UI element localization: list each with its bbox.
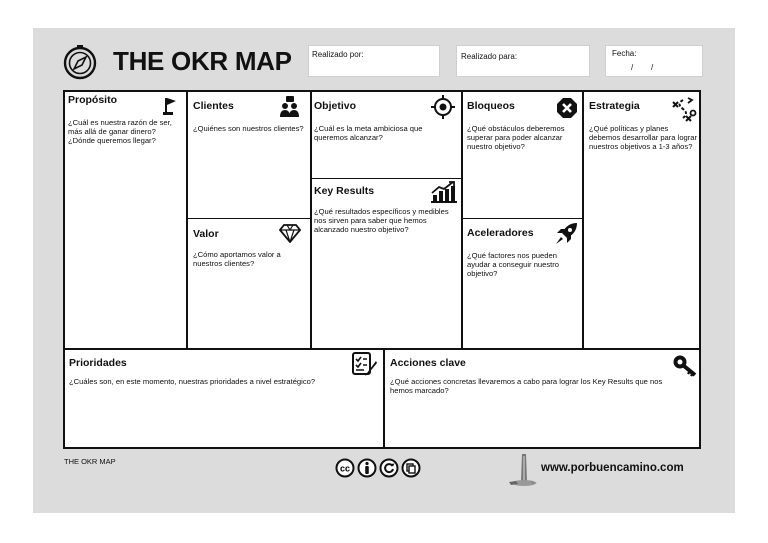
clientes-title: Clientes xyxy=(193,100,234,112)
block-x-icon xyxy=(556,97,578,119)
estrategia-title: Estrategia xyxy=(589,100,640,112)
customers-icon xyxy=(279,96,301,118)
aceleradores-desc: ¿Qué factores nos pueden ayudar a conseguir nuestro objetivo? xyxy=(467,251,560,278)
realizado-para-label: Realizado para: xyxy=(461,52,518,61)
valor-desc: ¿Cómo aportamos valor a nuestros clientes? xyxy=(193,250,281,268)
checklist-icon xyxy=(352,351,378,377)
website-link[interactable]: www.porbuencamino.com xyxy=(541,462,684,474)
fecha-label: Fecha: xyxy=(612,49,637,58)
camino-logo-icon xyxy=(508,452,538,488)
target-icon xyxy=(431,95,455,119)
page-title: THE OKR MAP xyxy=(113,46,292,76)
diamond-icon xyxy=(279,223,301,243)
proposito-desc: ¿Cuál es nuestra razón de ser, más allá de ganar dinero? ¿Dónde queremos llegar? xyxy=(68,118,172,145)
growth-chart-icon xyxy=(431,181,457,203)
compass-icon xyxy=(62,44,98,80)
fecha-value: / / xyxy=(631,63,654,72)
svg-text:cc: cc xyxy=(339,463,351,474)
estrategia-desc: ¿Qué políticas y planes debemos desarrollar para lograr nuestros objetivos a 1-3 años? xyxy=(589,124,698,151)
realizado-para-field[interactable] xyxy=(456,45,590,77)
bloqueos-title: Bloqueos xyxy=(467,100,515,112)
objetivo-desc: ¿Cuál es la meta ambiciosa que queremos alcanzar? xyxy=(314,124,423,142)
objetivo-title: Objetivo xyxy=(314,100,357,112)
nd-icon xyxy=(401,458,421,478)
acciones-block[interactable] xyxy=(390,357,665,395)
acciones-desc: ¿Qué acciones concretas llevaremos a cabo para lograr los Key Results que nos hemos marcado? xyxy=(390,377,663,395)
key-results-title: Key Results xyxy=(314,185,375,197)
prioridades-desc: ¿Cuáles son, en este momento, nuestras prioridades a nivel estratégico? xyxy=(69,377,316,386)
valor-title: Valor xyxy=(193,228,219,240)
acciones-title: Acciones clave xyxy=(390,357,466,369)
rocket-icon xyxy=(553,221,579,247)
proposito-title: Propósito xyxy=(68,94,117,106)
fecha-field[interactable] xyxy=(605,45,703,77)
strategy-path-icon xyxy=(671,96,697,122)
sa-icon xyxy=(379,458,399,478)
by-icon xyxy=(357,458,377,478)
realizado-por-label: Realizado por: xyxy=(312,50,364,59)
cc-icon xyxy=(335,458,355,478)
footer-okr-map: THE OKR MAP xyxy=(64,457,116,466)
bloqueos-desc: ¿Qué obstáculos deberemos superar para poder alcanzar nuestro objetivo? xyxy=(467,124,565,151)
clientes-desc: ¿Quiénes son nuestros clientes? xyxy=(193,124,304,133)
flag-icon xyxy=(163,96,179,116)
key-results-desc: ¿Qué resultados específicos y medibles nos sirven para saber que hemos alcanzado nuestro objetivo? xyxy=(314,207,449,234)
realizado-por-field[interactable] xyxy=(308,45,440,77)
key-icon xyxy=(672,354,698,378)
aceleradores-title: Aceleradores xyxy=(467,227,534,239)
prioridades-block[interactable] xyxy=(69,357,379,386)
prioridades-title: Prioridades xyxy=(69,357,127,369)
